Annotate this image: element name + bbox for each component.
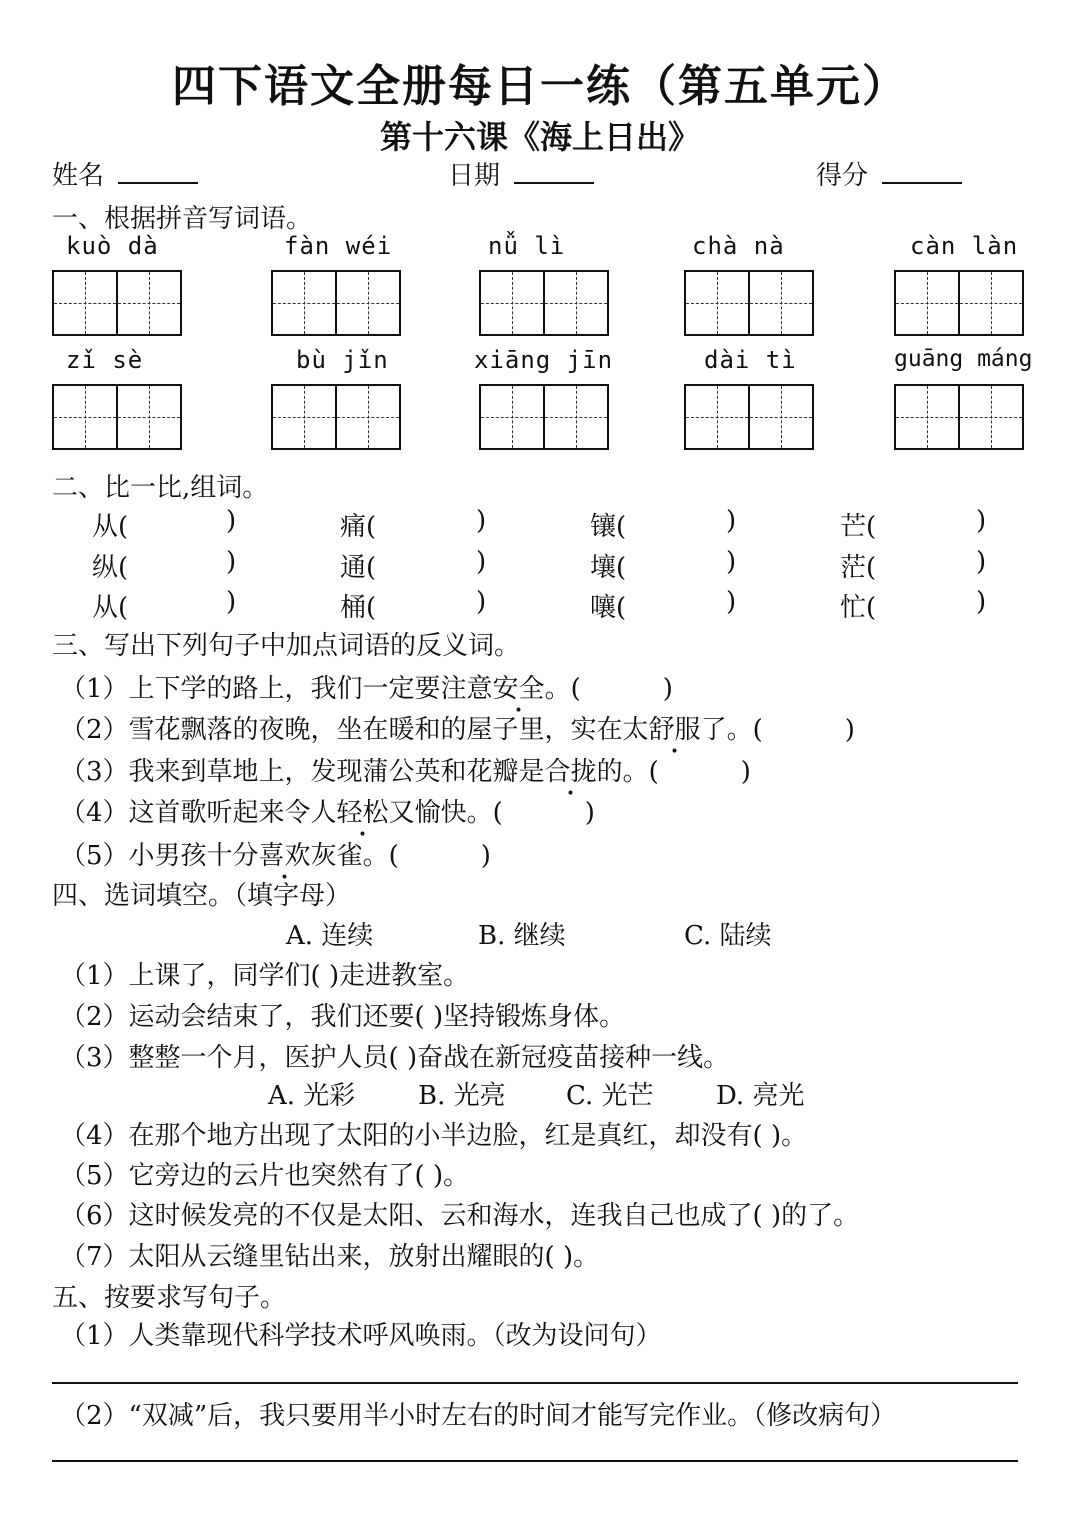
fill-question[interactable]: （5）它旁边的云片也突然有了( )。 — [60, 1161, 470, 1191]
antonym-question: （5）小男孩十分喜欢灰雀。( ) — [60, 835, 491, 872]
close-paren: ) — [726, 506, 737, 536]
rewrite-question: （2）“双减”后，我只要用半小时左右的时间才能写完作业。（修改病句） — [60, 1401, 897, 1431]
date-blank[interactable] — [514, 160, 594, 184]
close-paren: ) — [226, 547, 237, 577]
writing-grid[interactable] — [479, 384, 609, 450]
compare-item: 通( — [340, 553, 377, 583]
fill-question[interactable]: （7）太阳从云缝里钻出来，放射出耀眼的( )。 — [60, 1242, 600, 1272]
option-b: B. 光亮 — [418, 1081, 506, 1111]
compare-item: 桶( — [340, 593, 377, 623]
score-field[interactable] — [816, 155, 962, 192]
writing-grid[interactable] — [894, 270, 1024, 336]
close-paren: ) — [226, 506, 237, 536]
writing-grid[interactable] — [684, 384, 814, 450]
writing-grid[interactable] — [271, 384, 401, 450]
pinyin-label: zǐ sè — [66, 346, 144, 374]
close-paren: ) — [476, 506, 487, 536]
pinyin-label: nǚ lì — [488, 232, 566, 260]
fill-question[interactable]: （3）整整一个月，医护人员( )奋战在新冠疫苗接种一线。 — [60, 1043, 730, 1073]
compare-item: 纵( — [92, 553, 129, 583]
close-paren: ) — [726, 587, 737, 617]
compare-item: 从( — [92, 593, 129, 623]
name-blank[interactable] — [118, 160, 198, 184]
close-paren: ) — [476, 547, 487, 577]
writing-grid[interactable] — [271, 270, 401, 336]
writing-grid[interactable] — [479, 270, 609, 336]
pinyin-label: fàn wéi — [284, 232, 393, 260]
section-2-heading: 二、比一比,组词。 — [52, 473, 269, 503]
answer-line[interactable] — [52, 1460, 1018, 1462]
rewrite-question: （1）人类靠现代科学技术呼风唤雨。（改为设问句） — [60, 1321, 662, 1351]
pinyin-label: xiāng jīn — [474, 346, 614, 374]
score-label: 得分 — [816, 161, 869, 191]
compare-item: 茫( — [840, 553, 877, 583]
close-paren: ) — [976, 547, 987, 577]
answer-line[interactable] — [52, 1382, 1018, 1384]
compare-item: 忙( — [840, 593, 877, 623]
writing-grid[interactable] — [52, 270, 182, 336]
writing-grid[interactable] — [894, 384, 1024, 450]
option-c: C. 光芒 — [566, 1081, 654, 1111]
option-a: A. 光彩 — [268, 1081, 356, 1111]
section-3-heading: 三、写出下列句子中加点词语的反义词。 — [52, 631, 521, 661]
close-paren: ) — [976, 587, 987, 617]
name-label: 姓名 — [52, 161, 105, 191]
dotted-word: 安全 — [492, 674, 545, 704]
antonym-question: （1）上下学的路上，我们一定要注意安全。( ) — [60, 668, 673, 705]
antonym-question: （4）这首歌听起来令人轻松又愉快。( ) — [60, 792, 595, 829]
close-paren: ) — [976, 506, 987, 536]
date-label: 日期 — [448, 161, 501, 191]
writing-grid[interactable] — [52, 384, 182, 450]
dotted-word: 合拢 — [544, 757, 597, 787]
pinyin-label: chà nà — [692, 232, 785, 260]
section-4-heading: 四、选词填空。（填字母） — [52, 881, 352, 911]
score-blank[interactable] — [882, 160, 962, 184]
dotted-word: 舒服 — [648, 715, 701, 745]
option-b: B. 继续 — [478, 921, 566, 951]
name-field[interactable] — [52, 155, 198, 192]
pinyin-label: càn làn — [910, 232, 1019, 260]
close-paren: ) — [726, 547, 737, 577]
pinyin-label: guāng máng — [894, 346, 1033, 372]
compare-item: 镶( — [590, 512, 627, 542]
section-5-heading: 五、按要求写句子。 — [52, 1283, 287, 1313]
compare-item: 从( — [92, 512, 129, 542]
fill-question[interactable]: （4）在那个地方出现了太阳的小半边脸，红是真红，却没有( )。 — [60, 1121, 808, 1151]
pinyin-label: dài tì — [704, 346, 797, 374]
option-a: A. 连续 — [286, 921, 374, 951]
antonym-question: （2）雪花飘落的夜晚，坐在暖和的屋子里，实在太舒服了。( ) — [60, 709, 855, 746]
writing-grid[interactable] — [684, 270, 814, 336]
compare-item: 壤( — [590, 553, 627, 583]
compare-item: 嚷( — [590, 593, 627, 623]
dotted-word: 轻松 — [336, 798, 389, 828]
close-paren: ) — [226, 587, 237, 617]
option-d: D. 亮光 — [716, 1081, 805, 1111]
compare-item: 芒( — [840, 512, 877, 542]
page-title: 四下语文全册每日一练（第五单元） — [172, 61, 908, 112]
date-field[interactable] — [448, 155, 594, 192]
compare-item: 痛( — [340, 512, 377, 542]
fill-question[interactable]: （6）这时候发亮的不仅是太阳、云和海水，连我自己也成了( )的了。 — [60, 1201, 860, 1231]
dotted-word: 喜欢 — [258, 841, 311, 871]
pinyin-label: kuò dà — [66, 232, 159, 260]
antonym-question: （3）我来到草地上，发现蒲公英和花瓣是合拢的。( ) — [60, 751, 751, 788]
fill-question[interactable]: （2）运动会结束了，我们还要( )坚持锻炼身体。 — [60, 1002, 626, 1032]
close-paren: ) — [476, 587, 487, 617]
option-c: C. 陆续 — [684, 921, 772, 951]
fill-question[interactable]: （1）上课了，同学们( )走进教室。 — [60, 961, 470, 991]
section-1-heading: 一、根据拼音写词语。 — [52, 204, 313, 234]
pinyin-label: bù jǐn — [296, 346, 389, 374]
lesson-subtitle: 第十六课《海上日出》 — [379, 118, 700, 156]
